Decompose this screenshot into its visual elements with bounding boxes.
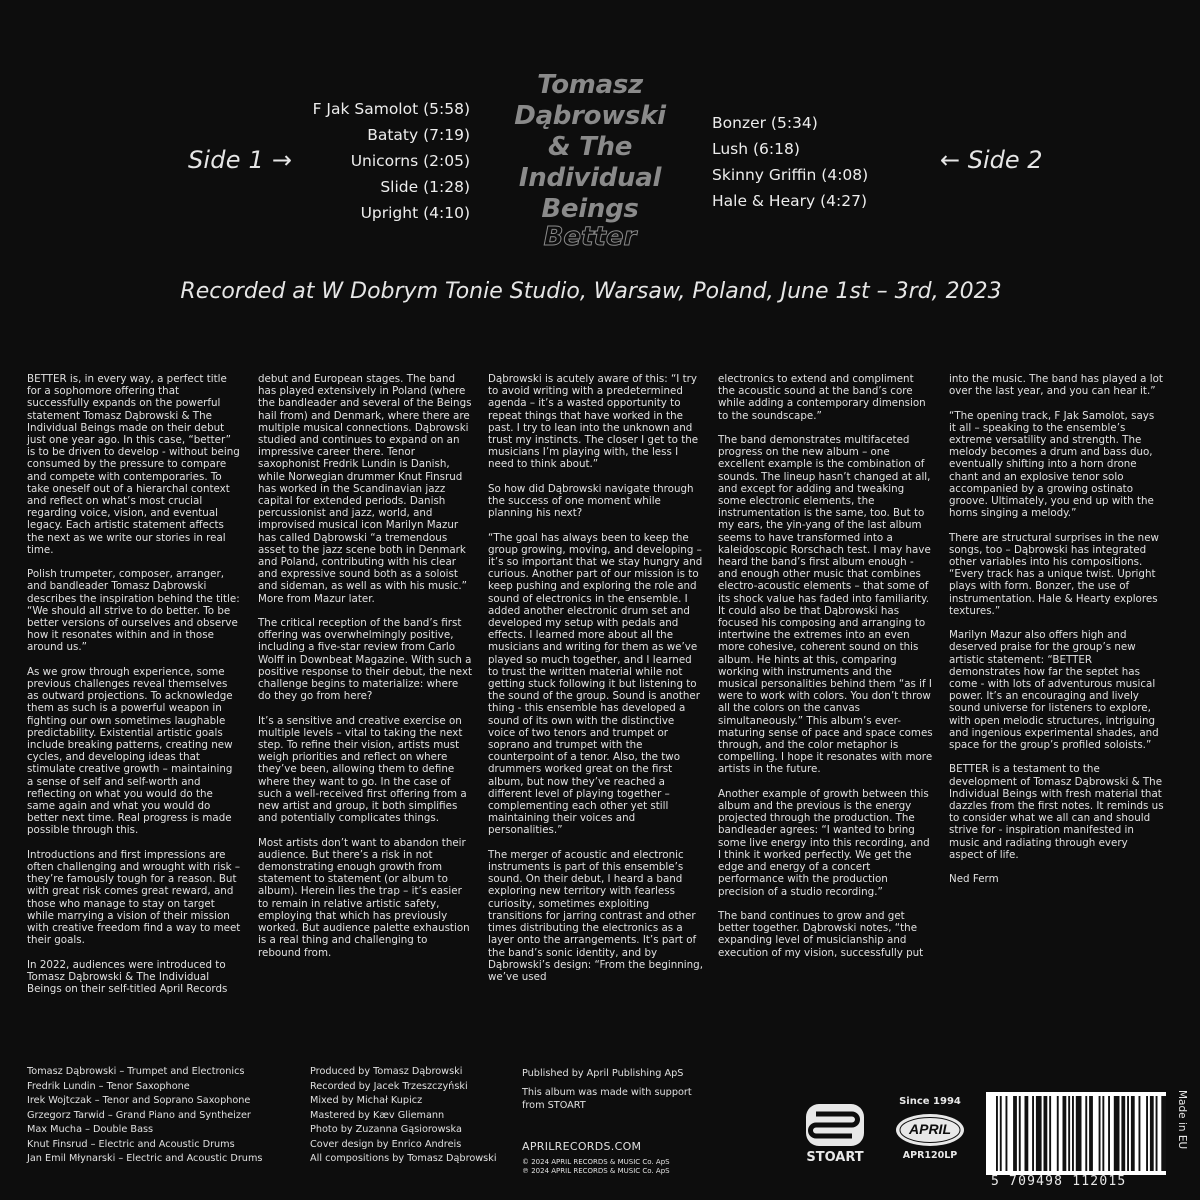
copyright-notice [522,1158,742,1176]
copyright-line: ℗ 2024 APRIL RECORDS & MUSIC Co. ApS [522,1166,670,1175]
artist-title-line: Beings [541,194,639,224]
barcode-bar [1108,1096,1110,1171]
barcode-bar [1049,1096,1051,1171]
credit-item: Recorded by Jacek Trzeszczyński [310,1080,468,1092]
barcode-bar [1000,1096,1002,1171]
track-item: Unicorns (2:05) [350,152,470,170]
barcode-number: 5 709498 112015 [991,1174,1127,1189]
barcode-bar [1099,1096,1101,1171]
barcode-bar [1076,1096,1082,1171]
production-credits [310,1065,510,1167]
artist-title-line: & The [547,132,633,162]
publishing-line: This album was made with support [522,1087,692,1098]
paragraph: Dąbrowski is acutely aware of this: “I try to avoid writing with a predetermined agenda – it’s a wasted opportunity to repeat things that have worked in the past. I try to lean into the unknown and trust my instincts. The closer I get to the musicians I’m playing with, the less I need to think about.” [488,373,699,471]
paragraph: debut and European stages. The band has played extensively in Poland (where the bandleader and several of the Beings hail from) and Denmark, where there are multiple musical connections. Dąbrowski studied and continues to expand on an impressive career there. Tenor saxophonist Fredrik Lundin is Danish, while Norwegian drummer Knut Finsrud has worked in the Scandinavian jazz capital for extended periods. Danish percussionist and jazz, world, and improvised musical icon Marilyn Mazur has called Dąbrowski “a tremendous asset to the jazz scene both in Denmark and Poland, contributing with his clear and expressive sound both as a soloist and sideman, as well as with his music.” More from Mazur later. [258,373,472,605]
publishing-line: Published by April Publishing ApS [522,1068,684,1079]
personnel-item: Fredrik Lundin – Tenor Saxophone [27,1080,190,1092]
barcode-bar [1044,1096,1048,1171]
paragraph: So how did Dąbrowski navigate through the success of one moment while planning his next? [488,482,694,520]
track-item: Hale & Heary (4:27) [712,192,867,210]
barcode-bar [1089,1096,1093,1171]
paragraph: “The goal has always been to keep the group growing, moving, and developing – it’s so important that we stay hungry and curious. Another part of our mission is to keep pushing and exploring the role and sound of electronics in the ensemble. I added another electronic drum set and developed my setup with pedals and effects. I learned more about all the musicians and writing for them as we’ve played so much together, and I learned to trust the written material while not getting stuck following it but listening to the sound of the group. Sound is another thing - this ensemble has developed a sound of its own with the distinctive voice of two tenors and trumpet or soprano and trumpet with the counterpoint of a tenor. Also, the two drummers worked great on the first album, but now they’ve reached a different level of playing together – complementing each other yet still maintaining their voices and personalities.” [488,531,703,837]
credit-item: Produced by Tomasz Dąbrowski [310,1066,463,1077]
paragraph: “The opening track, F Jak Samolot, says it all – speaking to the ensemble’s extreme versatility and strength. The melody becomes a drum and bass duo, eventually shifting into a horn drone chant and an explosive tenor solo accompanied by a growing ostinato groove. Ultimately, you end up with the horns singing a melody.” [949,409,1155,520]
side-2-label: ← Side 2 [940,146,1043,174]
barcode-bar [996,1096,998,1171]
barcode-bar [1131,1096,1135,1171]
publishing-line: from STOART [522,1100,586,1111]
credit-item: Photo by Zuzanna Gąsiorowska [310,1124,462,1135]
paragraph: Marilyn Mazur also offers high and deserved praise for the group’s new artistic statement: “BETTER demonstrates how far the septet has come - with lots of adventurous musical power. It’s an encouraging and lively sound universe for listeners to explore, with open melodic structures, intriguing and ingenious experimental shades, and space for the group’s profiled soloists.” [949,629,1159,752]
barcode-bar [1102,1096,1104,1171]
author-signature: Ned Ferm [949,873,999,886]
barcode-bar [1019,1096,1021,1171]
paragraph: The band demonstrates multifaceted progress on the new album – one excellent example is the combination of sounds. The lineup hasn’t changed at all, and except for adding and tweaking some electronic elements, the instrumentation is the same, too. But to my ears, the yin-yang of the last album seems to have transformed into a kaleidoscopic Rorschach test. I may have heard the band’s first album enough - and enough other music that combines electro-acoustic elements – that some of its shock value has faded into familiarity. It could also be that Dąbrowski has focused his composing and arranging to intertwine the extremes into an even more cohesive, coherent sound on this album. He hints at this, comparing working with instruments and the musical personalities behind them “as if I were to work with colors. You don’t throw all the colors on the canvas simultaneously.” This album’s ever-maturing sense of pace and space comes through, and the color metaphor is compelling. I hope it resonates with more artists in the future. [718,434,933,776]
barcode-bar [1156,1096,1158,1171]
credit-item: Cover design by Enrico Andreis [310,1138,462,1150]
paragraph: Another example of growth between this album and the previous is the energy projected through the production. The bandleader agrees: “I wanted to bring some live energy into this recording, and I think it worked perfectly. We get the edge and energy of a concert performance with the production precision of a studio recording.” [718,787,930,898]
personnel-item: Irek Wojtczak – Tenor and Soprano Saxophone [27,1095,251,1106]
barcode-bar [1025,1096,1029,1171]
credit-item: Mixed by Michał Kupicz [310,1095,423,1106]
track-item: Lush (6:18) [712,140,800,158]
personnel-item: Tomasz Dąbrowski – Trumpet and Electronics [27,1066,245,1077]
website-url: APRILRECORDS.COM [522,1140,642,1153]
barcode-bar [1057,1096,1059,1171]
barcode-bar [1072,1096,1074,1171]
paragraph: BETTER is, in every way, a perfect title for a sophomore offering that successfully expands on the powerful statement Tomasz Dąbrowski & The Individual Beings made on their debut just one year ago. In this case, “better” is to be driven to develop - without being consumed by the pressure to compare and compete with contemporaries. To take oneself out of a hierarchal context and reflect on what’s most crucial regarding voice, vision, and eventual legacy. Each artistic statement affects the next as we write our stories in real time. [27,373,240,556]
barcode-bar [1114,1096,1120,1171]
barcode-bar [1068,1096,1070,1171]
paragraph: BETTER is a testament to the development of Tomasz Dąbrowski & The Individual Beings with fresh material that dazzles from the first notes. It reminds us to consider what we all can and should strive for - inspiration manifested in music and radiating through every aspect of life. [949,763,1164,861]
barcode-bar [1127,1096,1129,1171]
barcode-bar [1085,1096,1087,1171]
barcode-bar [1161,1096,1166,1171]
barcode-bar [1036,1096,1042,1171]
made-in-text: Made in EU [1176,1090,1188,1150]
liner-notes-column-2 [258,373,473,971]
paragraph: The band continues to grow and get better together. Dąbrowski notes, “the expanding level of musicianship and execution of my vision, successfully put [718,909,924,959]
side-1-label: Side 1 → [188,146,293,174]
track-item: Bonzer (5:34) [712,114,818,132]
barcode-bar [1146,1096,1148,1171]
april-records-logo-icon [894,1112,966,1148]
paragraph: It’s a sensitive and creative exercise on multiple levels – vital to taking the next step. To refine their vision, artists must weigh priorities and reflect on where they’ve been, allowing them to define where they want to go. In the case of such a well-received first offering from a new artist and group, it both simplifies and potentially complicates things. [258,714,467,825]
paragraph: Polish trumpeter, composer, arranger, and bandleader Tomasz Dąbrowski describes the inspiration behind the title: “We should all strive to do better. To be better versions of ourselves and observe how it resonates within and in those around us.” [27,568,240,654]
barcode-bar [1139,1096,1141,1171]
made-in-label [1172,1090,1192,1174]
side-1-tracklist [270,96,470,226]
barcode-bar [1032,1096,1034,1171]
april-logo-text: APRIL [909,1121,951,1137]
barcode-bar [1150,1096,1154,1171]
personnel-list [27,1065,307,1167]
barcode-bar [1006,1096,1008,1171]
stoart-label: STOART [806,1150,864,1165]
personnel-item: Max Mucha – Double Bass [27,1124,154,1135]
track-item: Upright (4:10) [360,204,470,222]
publishing-info [522,1067,742,1176]
artist-title-line: Tomasz [537,70,643,100]
paragraph: The merger of acoustic and electronic instruments is part of this ensemble’s sound. On their debut, I heard a band exploring new territory with fearless curiosity, sometimes exploiting transitions for jarring contrast and other times distributing the electronics as a layer onto the arrangements. It’s part of the band’s sonic identity, and by Dąbrowski’s design: “From the beginning, we’ve used [488,848,703,983]
liner-notes-column-4 [718,373,933,971]
copyright-line: © 2024 APRIL RECORDS & MUSIC Co. ApS [522,1157,670,1166]
barcode-bar [1121,1096,1125,1171]
track-item: Skinny Griffin (4:08) [712,166,869,184]
side-2-tracklist [712,110,932,214]
track-item: Bataty (7:19) [367,126,470,144]
catalog-number: APR120LP [902,1150,958,1161]
paragraph: There are structural surprises in the new songs, too – Dąbrowski has integrated other variables into his compositions. “Every track has a unique twist. Upright plays with form. Bonzer, the use of instrumentation. Hale & Hearty explores textures.” [949,531,1159,617]
barcode-bar [1063,1096,1067,1171]
since-label: Since 1994 [899,1096,961,1107]
track-item: Slide (1:28) [380,178,470,196]
barcode-bars [986,1092,1166,1175]
credit-item: All compositions by Tomasz Dąbrowski [310,1153,497,1164]
personnel-item: Jan Emil Młynarski – Electric and Acoustic Drums [27,1153,263,1164]
barcode-icon [986,1092,1166,1175]
personnel-item: Grzegorz Tarwid – Grand Piano and Syntheizer [27,1109,251,1121]
paragraph: As we grow through experience, some previous challenges reveal themselves as outward projections. To acknowledge them as such is a powerful weapon in fighting our own sometimes laughable predictability. Existential artistic goals include breaking patterns, creating new cycles, and developing ideas that stimulate creative growth – maintaining a sense of self and self-worth and reflecting on what you would do the same again and what you would do better next time. Real progress is made possible through this. [27,665,233,837]
artist-title [480,70,700,225]
paragraph: electronics to extend and compliment the acoustic sound at the band’s core while adding a contemporary dimension to the soundscape.” [718,373,926,422]
recording-info: Recorded at W Dobrym Tonie Studio, Warsaw, Poland, June 1st – 3rd, 2023 [180,279,1002,304]
credit-item: Mastered by Kæv Gliemann [310,1109,445,1121]
personnel-item: Knut Finsrud – Electric and Acoustic Drums [27,1138,235,1150]
paragraph: In 2022, audiences were introduced to Tomasz Dąbrowski & The Individual Beings on their self-titled April Records [27,958,228,996]
paragraph: The critical reception of the band’s first offering was overwhelmingly positive, including a five-star review from Carlo Wolff in Downbeat Magazine. With such a positive response to their debut, the next challenge begins to materialize: where do they go from here? [258,617,473,703]
paragraph: Introductions and first impressions are often challenging and wrought with risk – they’re famously tough for a reason. But with great risk comes great reward, and those who manage to stay on target while marrying a vision of their mission with creative freedom find a way to meet their goals. [27,848,241,947]
stoart-logo-icon [802,1102,868,1148]
barcode-bar [1013,1096,1017,1171]
paragraph: Most artists don’t want to abandon their audience. But there’s a risk in not demonstrating enough growth from statement to statement (or album to album). Herein lies the trap – it’s easier to remain in relative artistic safety, employing that which has previously worked. But audience palette exhaustion is a real thing and challenging to rebound from. [258,836,470,959]
liner-notes-column-1 [27,373,242,1007]
liner-notes-column-3 [488,373,703,995]
liner-notes-column-5 [949,373,1164,898]
track-item: F Jak Samolot (5:58) [312,100,470,118]
artist-title-line: Individual [518,163,662,193]
paragraph: into the music. The band has played a lot over the last year, and you can hear it.” [949,373,1163,398]
album-title: Better [543,222,637,252]
artist-title-line: Dąbrowski [514,101,666,131]
